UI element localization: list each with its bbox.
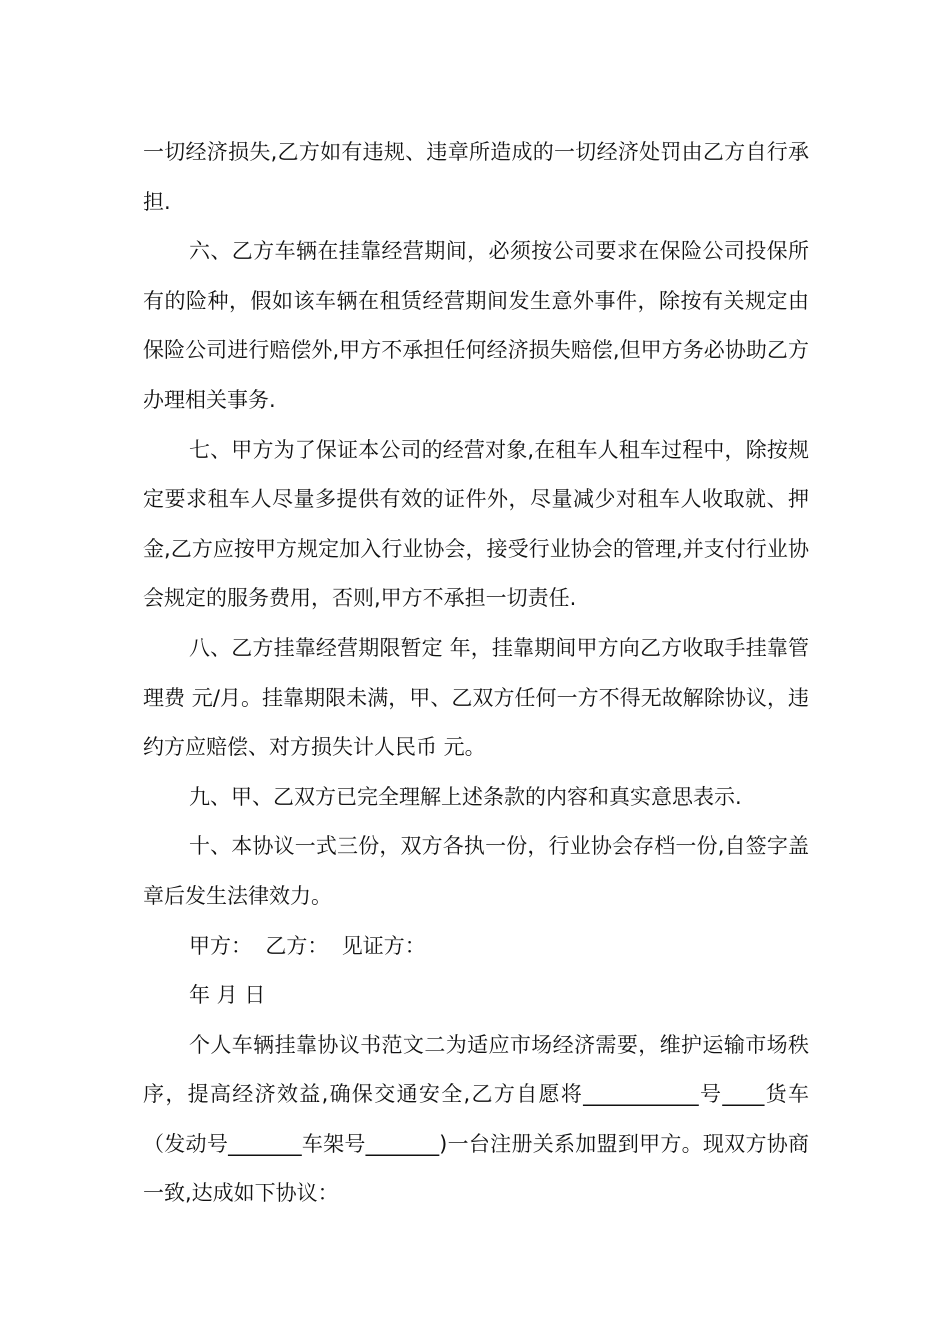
document-body (143, 128, 809, 1219)
paragraph-sample-two-intro: 个人车辆挂靠协议书范文二为适应市场经济需要，维护运输市场秩序，提高经济效益,确保交通安全,乙方自愿将___________号____货车（发动号_______车架号_______)一台注册关系加盟到甲方。现双方协商一致,达成如下协议： (143, 1032, 809, 1206)
paragraph-clause-10: 十、本协议一式三份，双方各执一份，行业协会存档一份,自签字盖章后发生法律效力。 (143, 834, 809, 908)
signature-parties-line: 甲方： 乙方： 见证方： (189, 933, 426, 958)
paragraph-clause-8: 八、乙方挂靠经营期限暂定 年，挂靠期间甲方向乙方收取手挂靠管理费 元/月。挂靠期限未满，甲、乙双方任何一方不得无故解除协议，违约方应赔偿、对方损失计人民币 元。 (143, 635, 809, 760)
paragraph-clause-7: 七、甲方为了保证本公司的经营对象,在租车人租车过程中，除按规定要求租车人尽量多提供有效的证件外，尽量减少对租车人收取就、押金,乙方应按甲方规定加入行业协会，接受行业协会的管理,并支付行业协会规定的服务费用，否则,甲方不承担一切责任. (143, 437, 809, 611)
paragraph-continuation: 一切经济损失,乙方如有违规、违章所造成的一切经济处罚由乙方自行承担. (143, 140, 809, 214)
date-line: 年 月 日 (189, 983, 266, 1008)
paragraph-clause-6: 六、乙方车辆在挂靠经营期间，必须按公司要求在保险公司投保所有的险种，假如该车辆在租赁经营期间发生意外事件，除按有关规定由保险公司进行赔偿外,甲方不承担任何经济损失赔偿,但甲方务必协助乙方办理相关事务. (143, 239, 809, 412)
paragraph-clause-9: 九、甲、乙双方已完全理解上述条款的内容和真实意思表示. (189, 784, 742, 809)
